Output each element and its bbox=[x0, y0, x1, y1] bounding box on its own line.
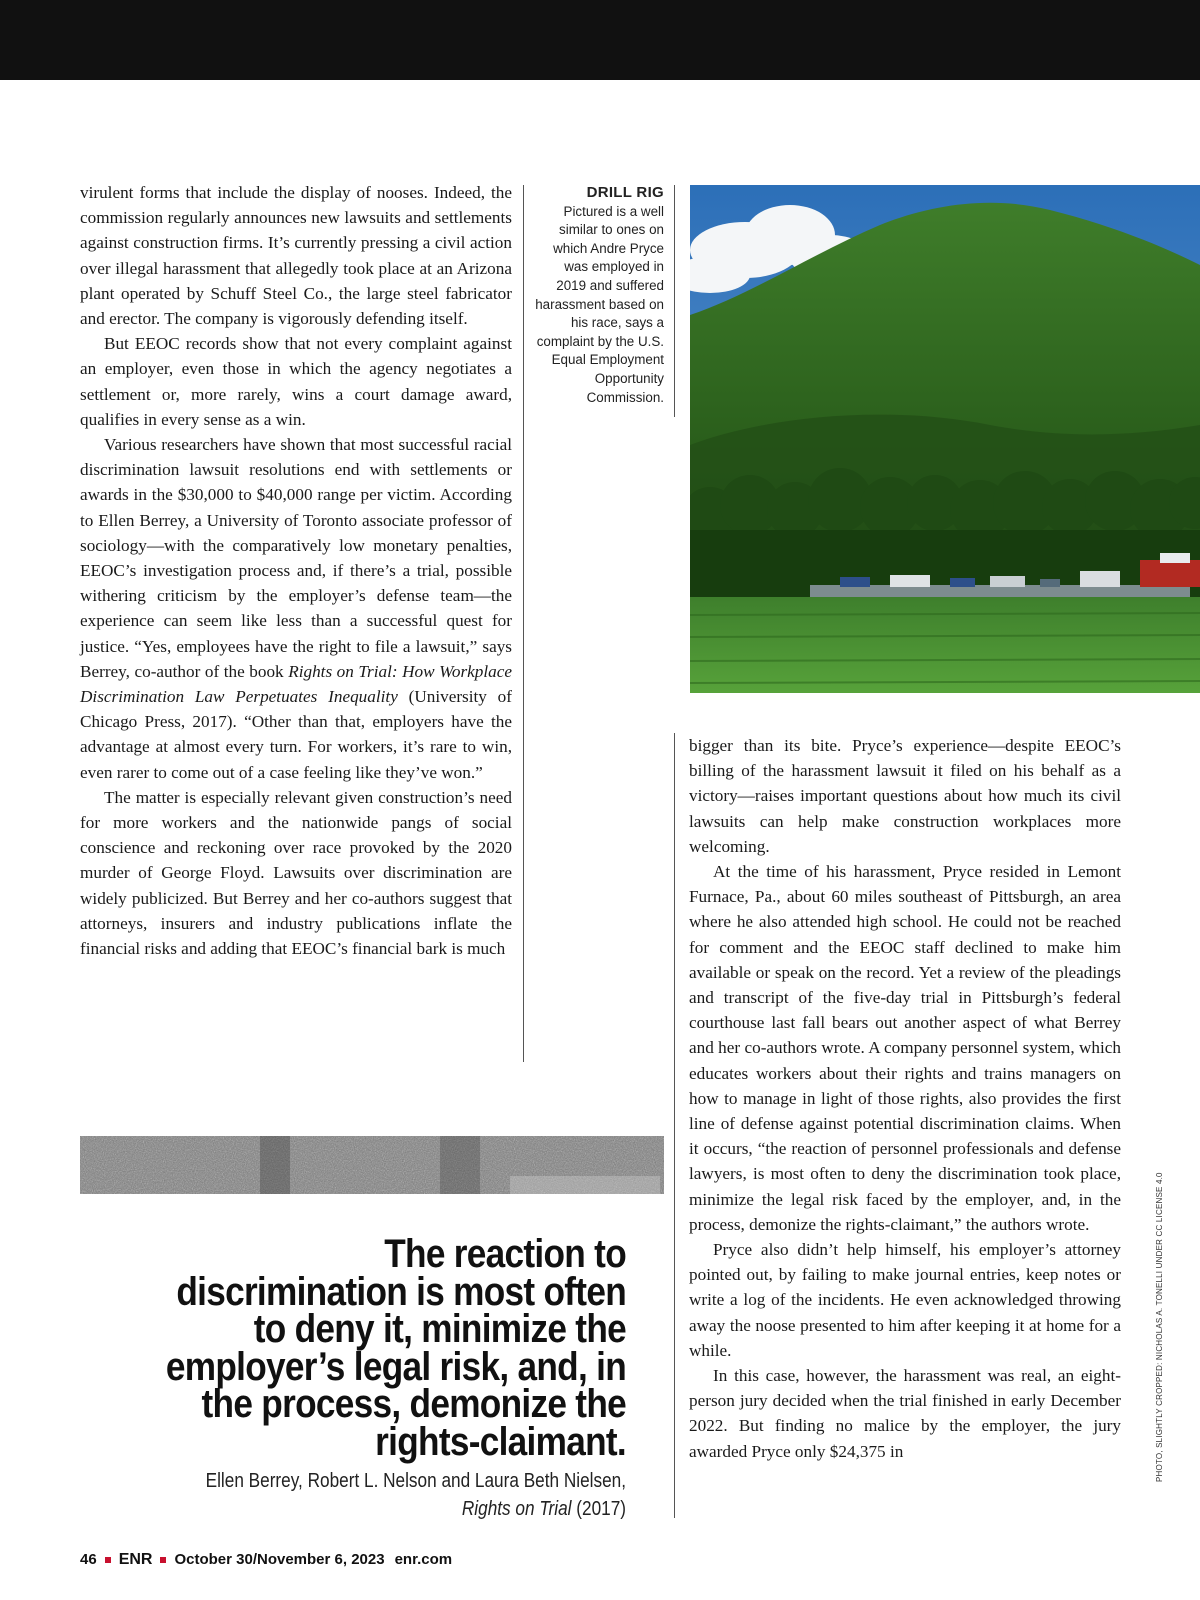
article-paragraph: In this case, however, the harassment was real, an eight-person jury decided when the trial finished in early December 2022. But finding no malice by the employer, the jury awarded Pryce only $24,375 in bbox=[689, 1366, 1121, 1461]
article-paragraph: But EEOC records show that not every complaint against an employer, even those in which the agency negotiates a settlement or, more rarely, wins a court damage award, qualifies in every sense as a win. bbox=[80, 334, 512, 429]
separator-square-icon bbox=[160, 1557, 166, 1563]
paragraph-text: Various researchers have shown that most successful racial discrimination lawsuit resolutions end with settlements or awards in the $30,000 to $40,000 range per victim. According to Ellen Berrey, a University of Toronto associate professor of sociology—with the comparatively low monetary penalties, EEOC’s investigation process and, if there’s a trial, possible withering criticism by the employer’s defense team—the experience can seem like less than a successful quest for justice. “Yes, employees have the right to file a lawsuit,” says Berrey, co-author of the book bbox=[80, 435, 512, 681]
article-paragraph: virulent forms that include the display of nooses. Indeed, the commission regularly announces new lawsuits and settlements against construction firms. It’s currently pressing a civil action over illegal harassment that allegedly took place at an Arizona plant operated by Schuff Steel Co., the large steel fabricator and erector. The company is vigorously defending itself. bbox=[80, 183, 512, 329]
article-paragraph: Pryce also didn’t help himself, his employer’s attorney pointed out, by failing to make journal entries, keep notes or write a log of the incidents. He even acknowledged throwing away the noose presented to him after keeping it at home for a while. bbox=[689, 1240, 1121, 1360]
decorative-photo-strip bbox=[80, 1136, 664, 1194]
article-right-column bbox=[689, 733, 1121, 1464]
landscape-illustration bbox=[690, 185, 1200, 693]
issue-date: October 30/November 6, 2023 bbox=[174, 1551, 385, 1568]
attribution-book-title: Rights on Trial bbox=[461, 1498, 572, 1520]
article-paragraph: The matter is especially relevant given construction’s need for more workers and the nationwide pangs of social conscience and reckoning over race provoked by the 2020 murder of George Floyd. Lawsuits over discrimination are widely publicized. But Berrey and her co-authors suggest that attorneys, insurers and industry publications inflate the financial risks and adding that EEOC’s financial bark is much bbox=[80, 787, 512, 959]
page-number: 46 bbox=[80, 1551, 97, 1568]
paragraph-text: (University of Chicago Press, 2017). “Other than that, employers have the advantage at almost every turn. For workers, it’s rare to win, even rarer to come out of a case feeling like they’ve won.” bbox=[80, 687, 512, 782]
attribution-year: (2017) bbox=[571, 1498, 626, 1520]
photo-credit: PHOTO, SLIGHTLY CROPPED: NICHOLAS A. TONELLI UNDER CC LICENSE 4.0 bbox=[1155, 1172, 1164, 1482]
attribution-authors: Ellen Berrey, Robert L. Nelson and Laura Beth Nielsen, bbox=[205, 1470, 626, 1492]
caption-text: Pictured is a well similar to ones on which Andre Pryce was employed in 2019 and suffered harassment based on his race, says a complaint by the U.S. Equal Employment Opportunity Commission. bbox=[535, 203, 664, 405]
article-paragraph bbox=[80, 432, 512, 785]
column-rule bbox=[523, 185, 524, 1062]
book-title: Rights on Trial: How Workplace Discrimination Law Perpetuates Inequality bbox=[80, 661, 512, 707]
article-paragraph: At the time of his harassment, Pryce resided in Lemont Furnace, Pa., about 60 miles southeast of Pittsburgh, an area where he also attended high school. He could not be reached for comment and the EEOC staff declined to make him available or speak on the record. Yet a review of the pleadings and transcript of the five-day trial in Pittsburgh’s federal courthouse last fall bears out another aspect of what Berrey and her co-authors wrote. A company personnel system, which educates workers about their rights and trains managers on how to manage in light of those rights, also provides the first line of defense against potential discrimination claims. When it occurs, “the reaction of personnel professionals and defense lawyers, is most often to deny the discrimination took place, minimize the legal risk faced by the employer, and, in the process, demonize the rights-claimant,” the authors wrote. bbox=[689, 862, 1121, 1234]
caption-rule bbox=[674, 185, 675, 417]
article-left-column bbox=[80, 180, 512, 961]
separator-square-icon bbox=[105, 1557, 111, 1563]
drill-rig-photo bbox=[690, 185, 1200, 693]
noise-texture bbox=[80, 1136, 664, 1194]
caption-title: DRILL RIG bbox=[586, 184, 664, 201]
pull-quote-attribution bbox=[174, 1467, 626, 1523]
page-footer bbox=[80, 1551, 452, 1569]
photo-caption bbox=[535, 184, 664, 407]
brand-logo: ENR bbox=[118, 1551, 153, 1568]
top-black-bar bbox=[0, 0, 1200, 80]
website-link[interactable]: enr.com bbox=[394, 1551, 453, 1568]
column-rule bbox=[674, 733, 675, 1518]
pull-quote: The reaction to discrimination is most often to deny it, minimize the employer’s legal risk, and, in the process, demonize the rights-claimant. bbox=[165, 1232, 626, 1464]
article-paragraph: bigger than its bite. Pryce’s experience—despite EEOC’s billing of the harassment lawsuit it filed on his behalf as a victory—raises important questions about how much its civil lawsuits can help make construction workplaces more welcoming. bbox=[689, 736, 1121, 856]
